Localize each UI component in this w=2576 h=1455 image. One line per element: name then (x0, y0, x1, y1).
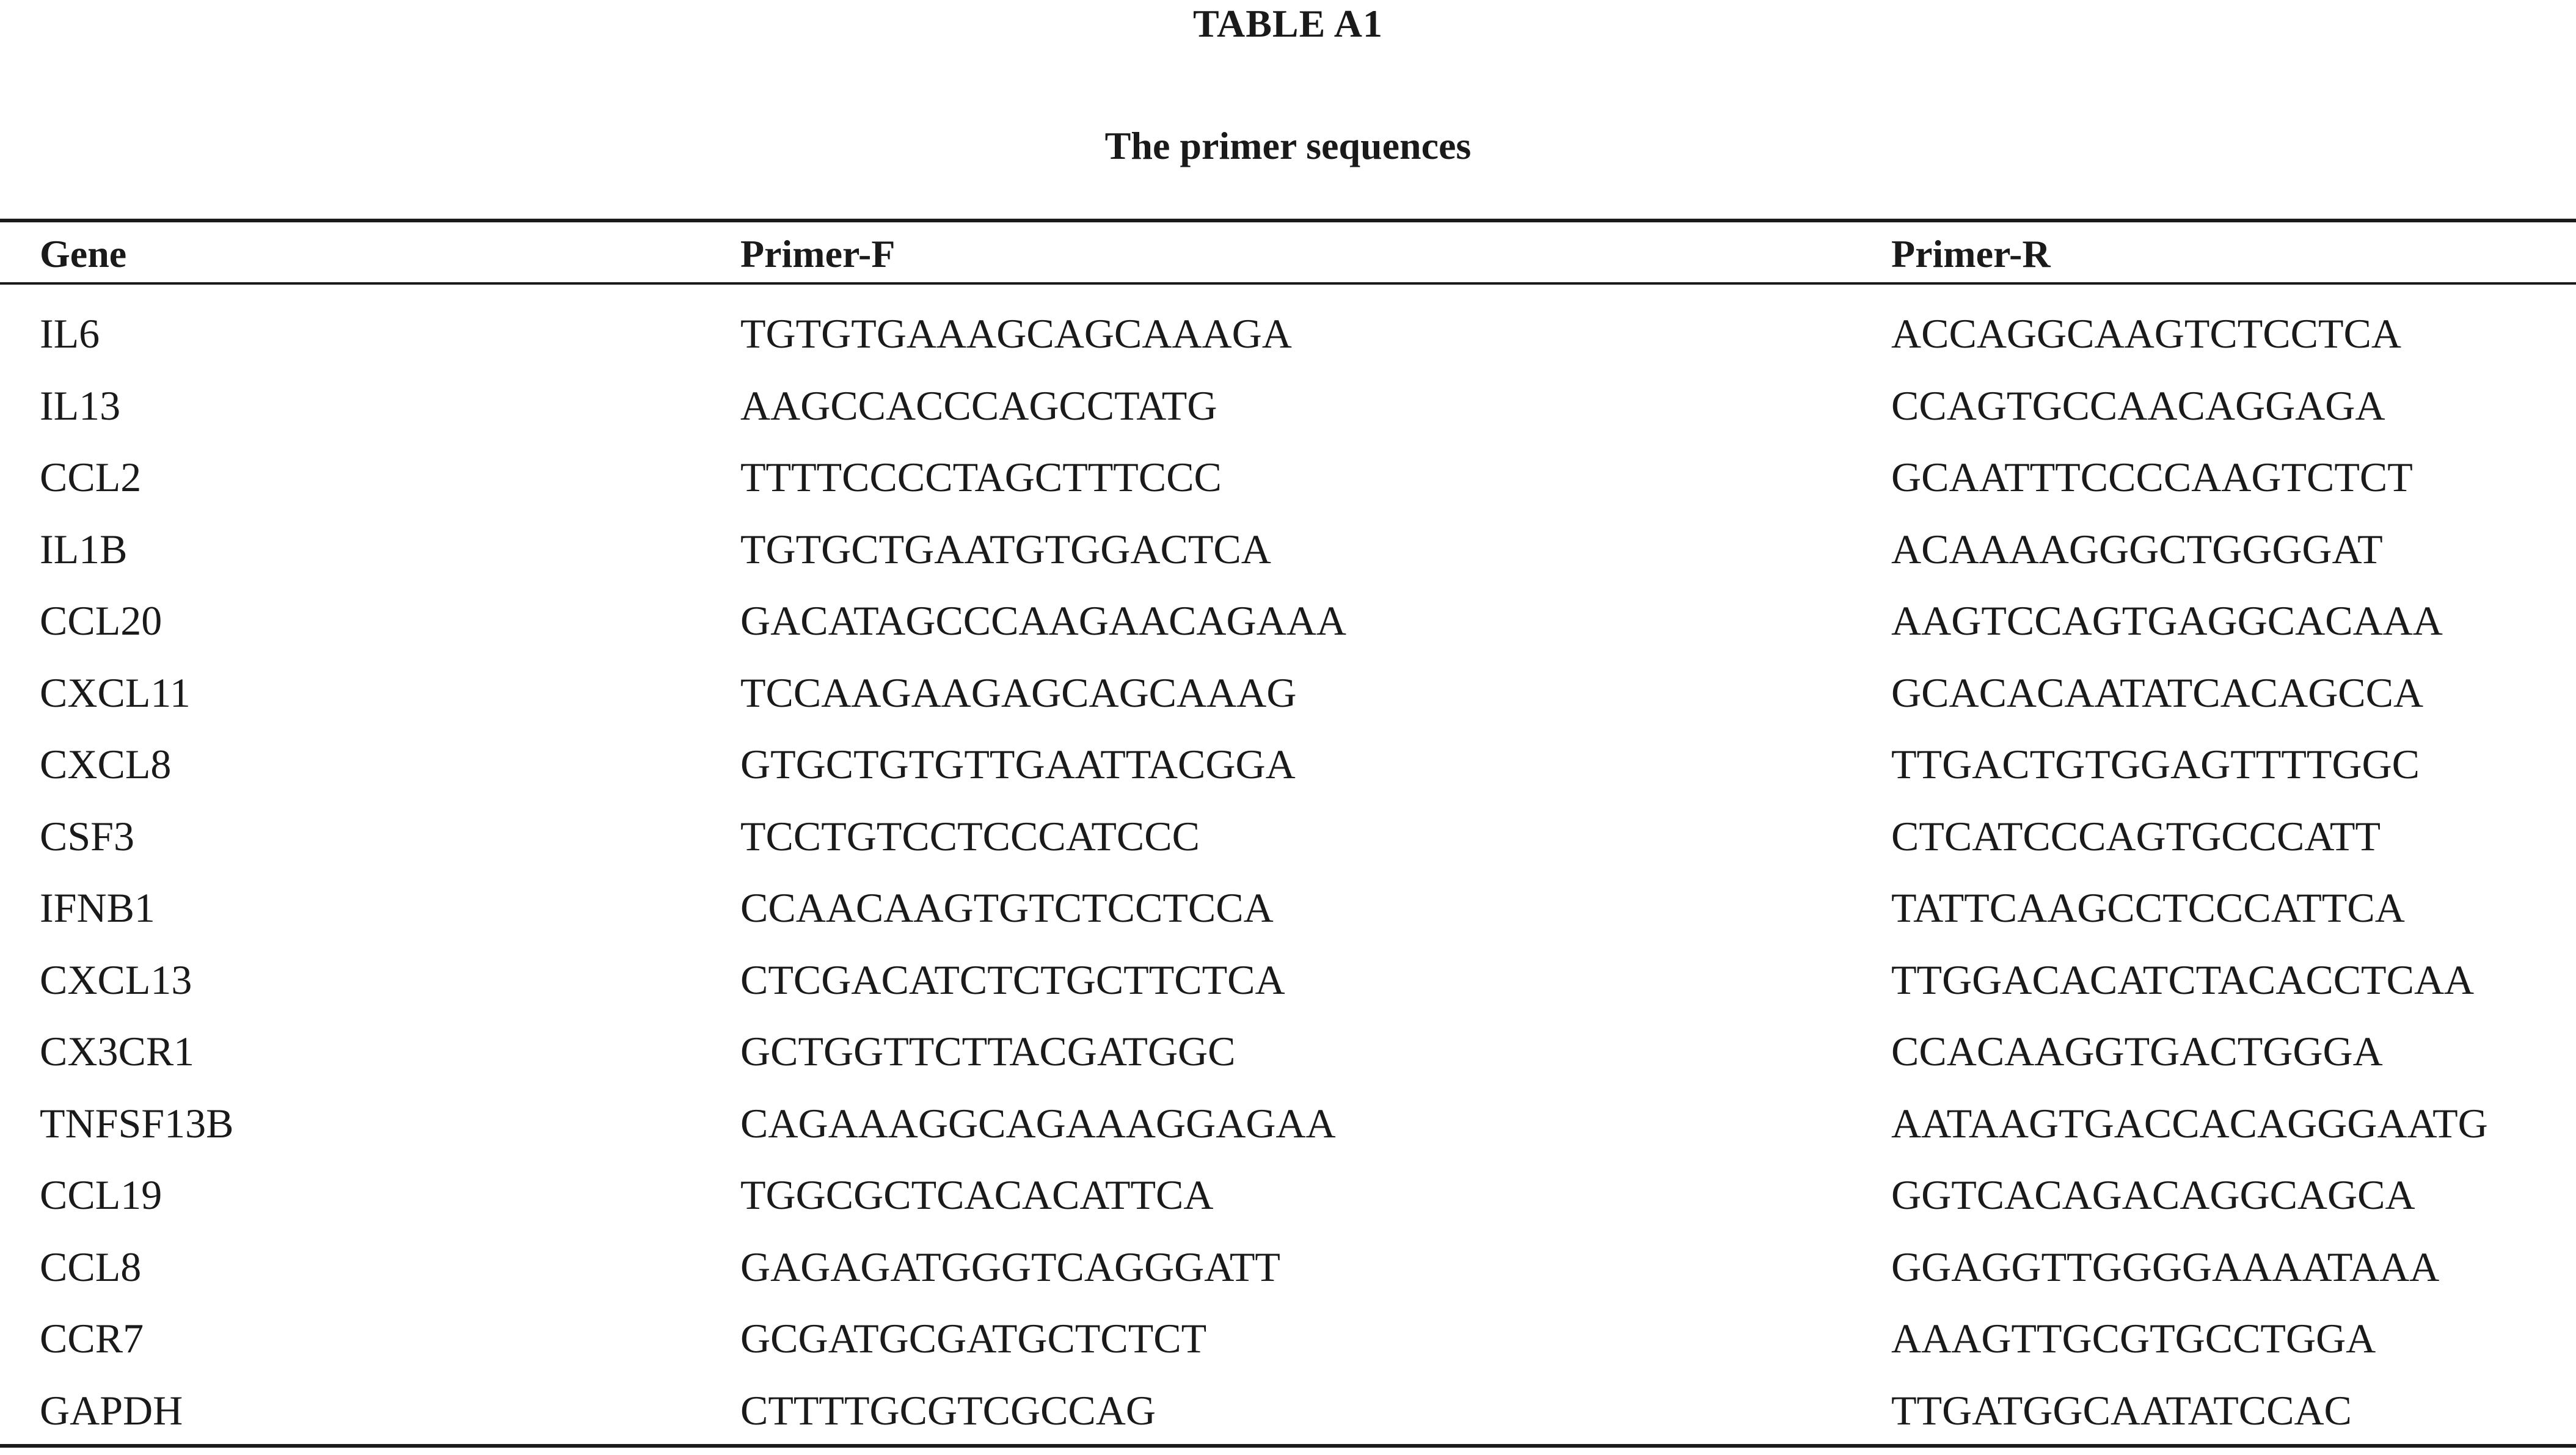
table-row (0, 1303, 2576, 1375)
cell-gene: TNFSF13B (40, 1099, 234, 1147)
cell-primer-r: AATAAGTGACCACAGGGAATG (1891, 1099, 2488, 1147)
header-gene: Gene (40, 232, 127, 275)
cell-primer-r: TATTCAAGCCTCCCATTCA (1891, 884, 2405, 931)
cell-primer-f: GCTGGTTCTTACGATGGC (740, 1028, 1236, 1074)
table-row (0, 1088, 2576, 1160)
table-row (0, 872, 2576, 944)
cell-gene: IL6 (40, 310, 100, 357)
cell-primer-r: GGAGGTTGGGGAAAATAAA (1891, 1243, 2440, 1290)
table-caption-title: The primer sequences (1104, 124, 1472, 167)
cell-primer-f: GCGATGCGATGCTCTCT (740, 1315, 1207, 1362)
cell-primer-r: AAAGTTGCGTGCCTGGA (1891, 1315, 2376, 1362)
table-row (0, 298, 2576, 370)
table-row (0, 1375, 2576, 1447)
cell-primer-r: CCACAAGGTGACTGGGA (1891, 1028, 2383, 1074)
cell-gene: CCL2 (40, 454, 142, 500)
cell-primer-r: TTGACTGTGGAGTTTTGGC (1891, 741, 2420, 787)
cell-gene: CCR7 (40, 1315, 144, 1362)
cell-primer-r: GGTCACAGACAGGCAGCA (1891, 1172, 2415, 1218)
cell-primer-f: CTTTTGCGTCGCCAG (740, 1387, 1156, 1434)
cell-primer-f: TCCAAGAAGAGCAGCAAAG (740, 669, 1297, 716)
cell-gene: IL13 (40, 382, 121, 429)
cell-primer-f: GTGCTGTGTTGAATTACGGA (740, 741, 1296, 787)
table-header-row (0, 222, 2576, 282)
cell-primer-r: TTGATGGCAATATCCAC (1891, 1387, 2352, 1434)
table-row (0, 1159, 2576, 1231)
table-body (0, 285, 2576, 1446)
header-primer-f: Primer-F (740, 232, 896, 275)
table-row (0, 1231, 2576, 1304)
table-row (0, 514, 2576, 586)
cell-primer-r: CCAGTGCCAACAGGAGA (1891, 382, 2385, 429)
cell-gene: CCL19 (40, 1172, 162, 1218)
cell-gene: CXCL11 (40, 669, 191, 716)
cell-gene: CXCL8 (40, 741, 172, 787)
cell-gene: CX3CR1 (40, 1028, 195, 1074)
table-row (0, 729, 2576, 801)
cell-primer-f: CTCGACATCTCTGCTTCTCA (740, 956, 1285, 1003)
cell-primer-f: TTTTCCCCTAGCTTTCCC (740, 454, 1222, 500)
cell-gene: GAPDH (40, 1387, 183, 1434)
table-row (0, 370, 2576, 442)
cell-primer-f: TGTGTGAAAGCAGCAAAGA (740, 310, 1292, 357)
table-caption-label: TABLE A1 (1193, 2, 1383, 45)
cell-primer-f: TGGCGCTCACACATTCA (740, 1172, 1214, 1218)
cell-primer-f: AAGCCACCCAGCCTATG (740, 382, 1217, 429)
cell-primer-f: GAGAGATGGGTCAGGGATT (740, 1243, 1280, 1290)
cell-gene: CSF3 (40, 812, 134, 859)
cell-primer-r: CTCATCCCAGTGCCCATT (1891, 812, 2381, 859)
cell-primer-f: CCAACAAGTGTCTCCTCCA (740, 884, 1274, 931)
cell-gene: CXCL13 (40, 956, 192, 1003)
cell-primer-r: AAGTCCAGTGAGGCACAAA (1891, 597, 2443, 644)
cell-primer-f: TGTGCTGAATGTGGACTCA (740, 525, 1271, 572)
cell-gene: CCL20 (40, 597, 162, 644)
table-row (0, 657, 2576, 729)
table-row (0, 1016, 2576, 1088)
cell-primer-r: TTGGACACATCTACACCTCAA (1891, 956, 2475, 1003)
cell-primer-f: GACATAGCCCAAGAACAGAAA (740, 597, 1346, 644)
cell-primer-r: GCAATTTCCCCAAGTCTCT (1891, 454, 2413, 500)
table-row (0, 801, 2576, 873)
cell-gene: IL1B (40, 525, 128, 572)
cell-primer-r: GCACACAATATCACAGCCA (1891, 669, 2424, 716)
cell-primer-r: ACAAAAGGGCTGGGGAT (1891, 525, 2383, 572)
header-primer-r: Primer-R (1891, 232, 2051, 275)
cell-primer-r: ACCAGGCAAGTCTCCTCA (1891, 310, 2401, 357)
table-row (0, 442, 2576, 514)
cell-primer-f: CAGAAAGGCAGAAAGGAGAA (740, 1099, 1336, 1147)
table-row (0, 585, 2576, 657)
table-row (0, 944, 2576, 1016)
cell-gene: IFNB1 (40, 884, 155, 931)
cell-primer-f: TCCTGTCCTCCCATCCC (740, 812, 1200, 859)
cell-gene: CCL8 (40, 1243, 142, 1290)
